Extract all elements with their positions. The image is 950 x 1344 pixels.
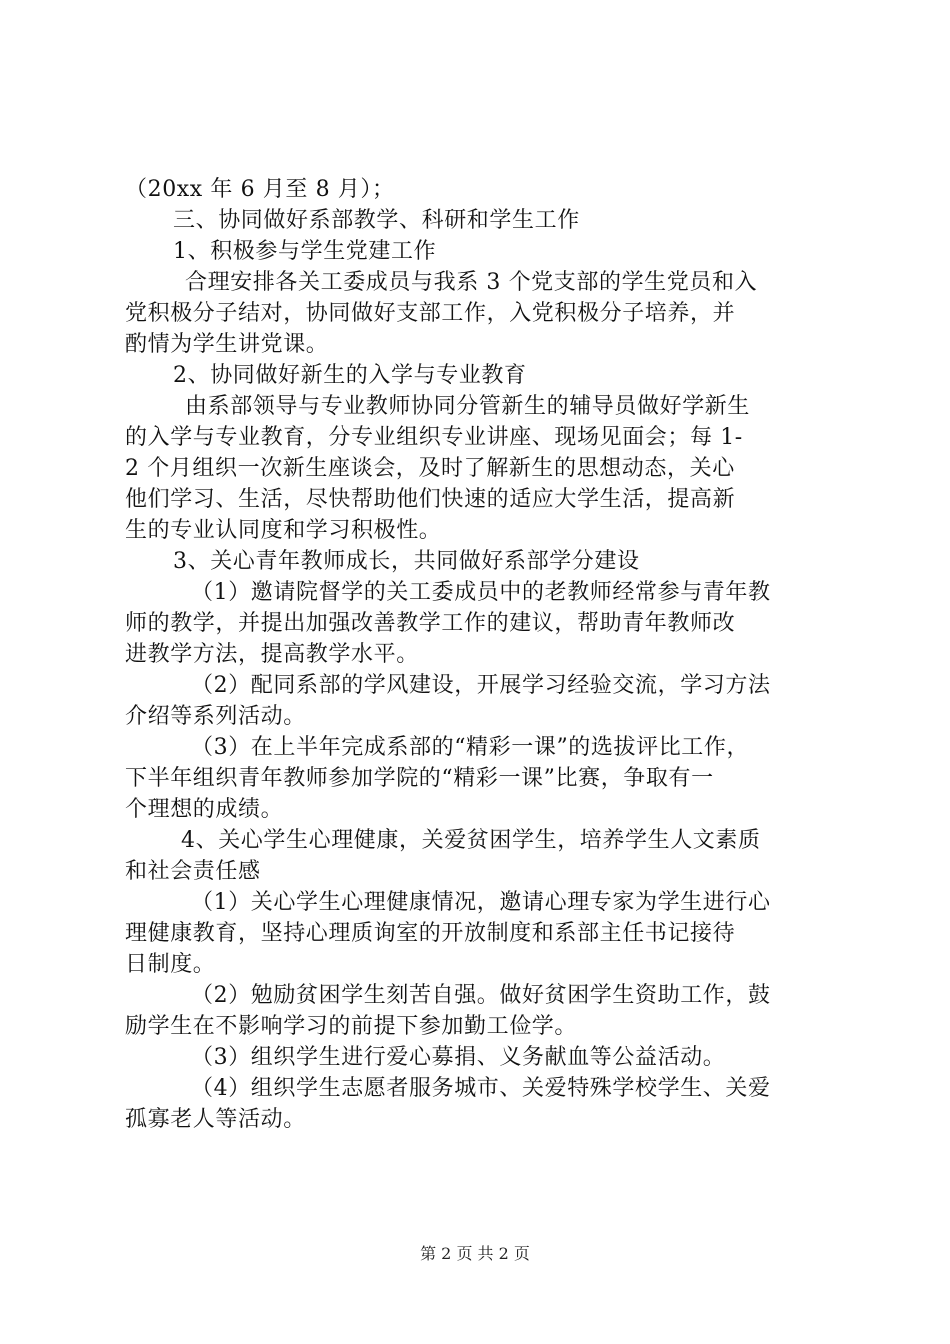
text-line: 2 个月组织一次新生座谈会，及时了解新生的思想动态，关心 xyxy=(125,456,735,481)
subsection-heading: 4、关心学生心理健康，关爱贫困学生，培养学生人文素质 xyxy=(181,828,761,853)
text-line: 师的教学，并提出加强改善教学工作的建议，帮助青年教师改 xyxy=(125,611,736,636)
text-line: （1）邀请院督学的关工委成员中的老教师经常参与青年教 xyxy=(191,580,771,605)
text-line: （2）配同系部的学风建设，开展学习经验交流，学习方法 xyxy=(191,673,771,698)
text-line: （3）组织学生进行爱心募捐、义务献血等公益活动。 xyxy=(191,1045,726,1070)
text-line: （20xx 年 6 月至 8 月）； xyxy=(125,177,395,202)
text-line: 酌情为学生讲党课。 xyxy=(125,332,329,357)
text-line: 下半年组织青年教师参加学院的“精彩一课”比赛，争取有一 xyxy=(125,766,714,791)
text-line: 合理安排各关工委成员与我系 3 个党支部的学生党员和入 xyxy=(185,270,758,295)
document-body xyxy=(125,174,835,1135)
subsection-heading: 2、协同做好新生的入学与专业教育 xyxy=(173,363,527,388)
text-line: 由系部领导与专业教师协同分管新生的辅导员做好学新生 xyxy=(185,394,751,419)
text-line: 和社会责任感 xyxy=(125,859,261,884)
text-line: 励学生在不影响学习的前提下参加勤工俭学。 xyxy=(125,1014,578,1039)
text-line: 孤寡老人等活动。 xyxy=(125,1107,306,1132)
page-number: 第 2 页 共 2 页 xyxy=(420,1244,530,1263)
text-line: 日制度。 xyxy=(125,952,216,977)
text-line: 生的专业认同度和学习积极性。 xyxy=(125,518,442,543)
text-line: （3）在上半年完成系部的“精彩一课”的选拔评比工作， xyxy=(191,735,750,760)
text-line: 党积极分子结对，协同做好支部工作，入党积极分子培养，并 xyxy=(125,301,736,326)
text-line: （4）组织学生志愿者服务城市、关爱特殊学校学生、关爱 xyxy=(191,1076,771,1101)
subsection-heading: 1、积极参与学生党建工作 xyxy=(173,239,437,264)
text-line: 介绍等系列活动。 xyxy=(125,704,306,729)
text-line: （1）关心学生心理健康情况，邀请心理专家为学生进行心 xyxy=(191,890,771,915)
text-line: 进教学方法，提高教学水平。 xyxy=(125,642,419,667)
text-line: 理健康教育，坚持心理质询室的开放制度和系部主任书记接待 xyxy=(125,921,736,946)
text-line: 的入学与专业教育，分专业组织专业讲座、现场见面会；每 1- xyxy=(125,425,743,450)
text-line: 他们学习、生活，尽快帮助他们快速的适应大学生活，提高新 xyxy=(125,487,736,512)
text-line: 个理想的成绩。 xyxy=(125,797,284,822)
subsection-heading: 3、关心青年教师成长，共同做好系部学分建设 xyxy=(173,549,640,574)
text-line: （2）勉励贫困学生刻苦自强。做好贫困学生资助工作，鼓 xyxy=(191,983,771,1008)
section-heading: 三、协同做好系部教学、科研和学生工作 xyxy=(173,208,580,233)
